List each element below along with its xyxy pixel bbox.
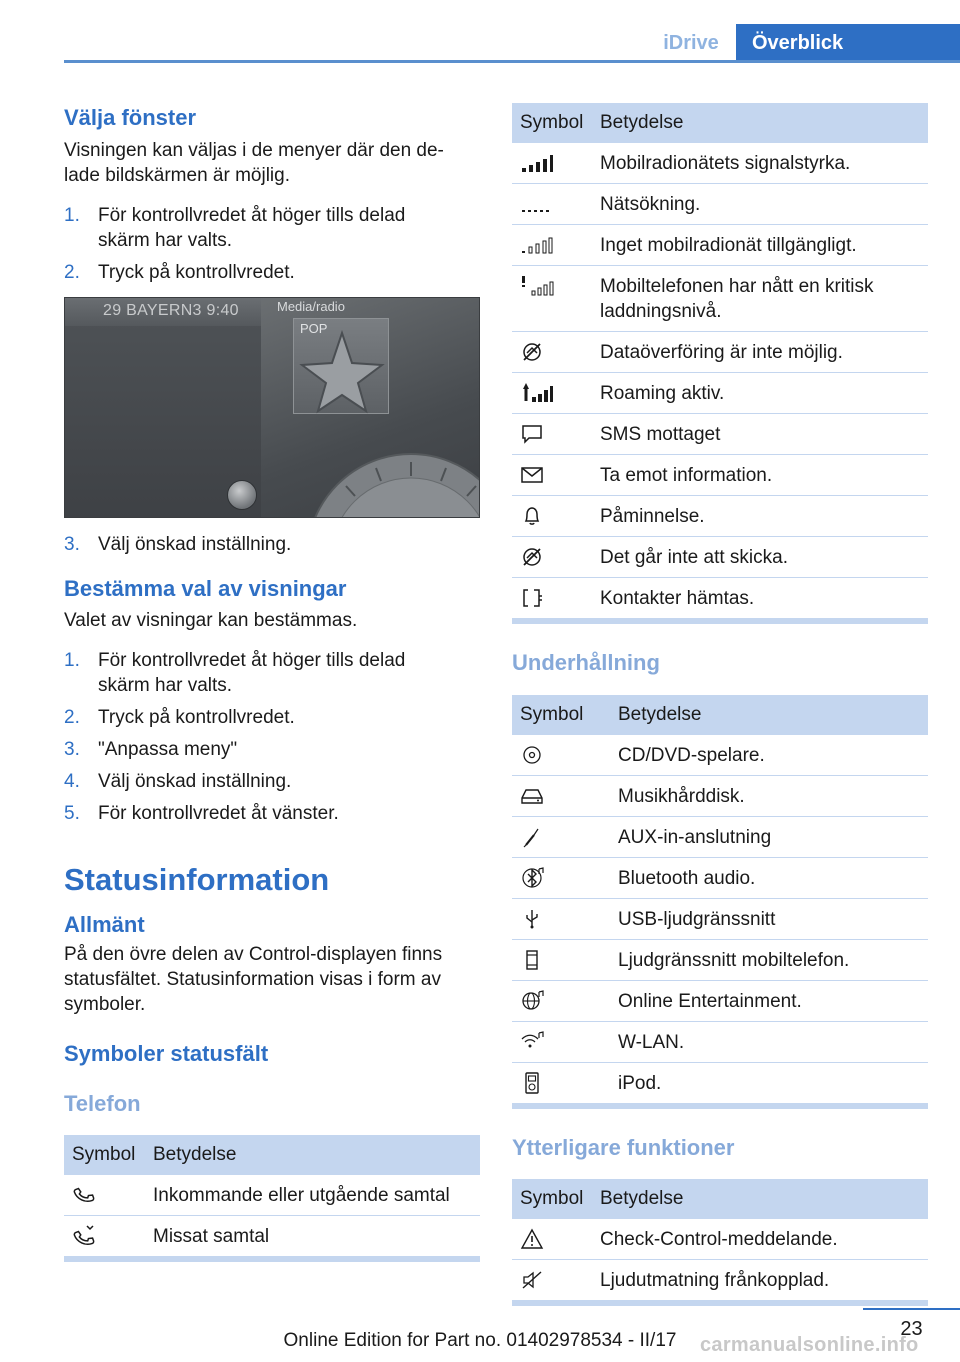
table-header-symbol: Symbol <box>512 1179 592 1219</box>
star-icon <box>294 319 390 415</box>
table-footer-bar <box>512 1301 928 1306</box>
table-row <box>512 817 928 858</box>
row-text: Inkommande eller utgående samtal <box>145 1175 480 1216</box>
row-text: Det går inte att skicka. <box>592 537 928 578</box>
table-row <box>512 858 928 899</box>
row-text: SMS mottaget <box>592 414 928 455</box>
select-window-step-3 <box>64 532 480 557</box>
section-title-select-window: Välja fönster <box>64 105 197 130</box>
album-art <box>293 318 389 414</box>
table-row <box>512 496 928 537</box>
table-footer-bar <box>512 1104 928 1109</box>
speaker-off-icon <box>520 1268 544 1292</box>
edition-footer: Online Edition for Part no. 01402978534 - II/17 <box>283 1330 677 1351</box>
table-row <box>512 735 928 776</box>
table-row <box>512 184 928 225</box>
list-item: 3. "Anpassa meny" <box>64 739 238 760</box>
table-header-symbol: Symbol <box>512 103 592 143</box>
row-text: Påminnelse. <box>592 496 928 537</box>
subsection-title-more-functions: Ytterligare funktioner <box>512 1135 735 1160</box>
phone-status-table <box>512 103 928 619</box>
header-rule <box>64 60 960 63</box>
row-text: Kontakter hämtas. <box>592 578 928 619</box>
select-window-steps <box>64 203 480 285</box>
subsection-title-entertainment: Underhållning <box>512 650 660 675</box>
list-item: 4. Välj önskad inställning. <box>64 771 292 792</box>
warning-triangle-icon <box>520 1227 544 1251</box>
row-text: Bluetooth audio. <box>610 858 928 899</box>
table-row <box>512 373 928 414</box>
row-text: Nätsökning. <box>592 184 928 225</box>
bell-icon <box>520 504 544 528</box>
contacts-loading-icon <box>520 586 544 610</box>
general-text: På den övre delen av Control-displayen finns statusfältet. Statusinformation visas i form av symboler. <box>64 944 443 1015</box>
row-text: Ta emot information. <box>592 455 928 496</box>
table-row <box>512 455 928 496</box>
controller-knob <box>227 480 257 510</box>
network-search-icon <box>520 192 554 216</box>
right-column <box>512 103 928 1306</box>
online-entertainment-icon <box>520 989 544 1013</box>
table-row <box>512 1022 928 1063</box>
table-row <box>512 940 928 981</box>
table-row <box>512 776 928 817</box>
table-row <box>64 1175 480 1216</box>
more-functions-table <box>512 1179 928 1301</box>
define-views-steps <box>64 648 480 826</box>
table-row <box>64 1216 480 1257</box>
phone-calls-table <box>64 1135 480 1257</box>
header-tab-overview[interactable]: Överblick <box>736 24 960 62</box>
list-item: 2. Tryck på kontrollvredet. <box>64 262 295 283</box>
roaming-icon <box>520 381 554 405</box>
chapter-title-status: Statusinformation <box>64 862 330 897</box>
row-text: Mobiltelefonen har nått en kritisk laddningsnivå. <box>592 266 928 332</box>
media-radio-label: Media/radio <box>277 299 345 314</box>
table-header-meaning: Betydelse <box>592 103 928 143</box>
cd-icon <box>520 743 544 767</box>
row-text: Online Entertainment. <box>610 981 928 1022</box>
row-text: W-LAN. <box>610 1022 928 1063</box>
entertainment-table <box>512 695 928 1104</box>
table-row <box>512 414 928 455</box>
row-text: Check-Control-meddelande. <box>592 1219 928 1260</box>
select-window-text: Visningen kan väljas i de menyer där den de-lade bildskärmen är möjlig. <box>64 140 444 186</box>
table-row <box>512 981 928 1022</box>
row-text: Ljudutmatning frånkopplad. <box>592 1260 928 1301</box>
table-footer-bar <box>64 1257 480 1262</box>
hard-disk-icon <box>520 784 544 808</box>
watermark: carmanualsonline.info <box>700 1334 919 1356</box>
genre-label: POP <box>300 321 328 336</box>
row-text: AUX-in-anslutning <box>610 817 928 858</box>
bluetooth-audio-icon <box>520 866 544 890</box>
left-column <box>64 100 480 1262</box>
table-row <box>512 537 928 578</box>
row-text: Missat samtal <box>145 1216 480 1257</box>
ipod-icon <box>520 1071 544 1095</box>
table-header-symbol: Symbol <box>512 695 610 735</box>
table-row <box>512 899 928 940</box>
sms-icon <box>520 422 544 446</box>
wlan-icon <box>520 1030 544 1054</box>
list-item: 3. Välj önskad inställning. <box>64 534 292 555</box>
table-row <box>512 1063 928 1104</box>
subsection-title-phone: Telefon <box>64 1091 141 1116</box>
usb-icon <box>520 907 544 931</box>
define-views-text: Valet av visningar kan bestämmas. <box>64 610 358 631</box>
row-text: USB-ljudgränssnitt <box>610 899 928 940</box>
dial-graphic <box>281 448 480 518</box>
table-row <box>512 1219 928 1260</box>
mobile-phone-icon <box>520 948 544 972</box>
table-row <box>512 578 928 619</box>
table-row <box>512 266 928 332</box>
list-item: 2. Tryck på kontrollvredet. <box>64 707 295 728</box>
table-header-meaning: Betydelse <box>610 695 928 735</box>
table-row <box>512 143 928 184</box>
list-item: 1. För kontrollvredet åt höger tills delad skärm har valts. <box>64 650 406 696</box>
table-header-symbol: Symbol <box>64 1135 145 1175</box>
send-failed-icon <box>520 545 544 569</box>
signal-strength-icon <box>520 151 554 175</box>
list-item: 5. För kontrollvredet åt vänster. <box>64 803 339 824</box>
header-tab-idrive[interactable]: iDrive <box>663 31 719 54</box>
row-text: Ljudgränssnitt mobiltelefon. <box>610 940 928 981</box>
table-header-meaning: Betydelse <box>592 1179 928 1219</box>
table-footer-bar <box>512 619 928 624</box>
missed-call-icon <box>72 1224 96 1248</box>
row-text: Musikhårddisk. <box>610 776 928 817</box>
envelope-icon <box>520 463 544 487</box>
no-network-icon <box>520 233 554 257</box>
page-number: 23 <box>863 1308 960 1350</box>
row-text: CD/DVD-spelare. <box>610 735 928 776</box>
list-item: 1. För kontrollvredet åt höger tills delad skärm har valts. <box>64 205 406 251</box>
table-header-meaning: Betydelse <box>145 1135 480 1175</box>
row-text: Roaming aktiv. <box>592 373 928 414</box>
aux-plug-icon <box>520 825 544 849</box>
section-title-status-symbols: Symboler statusfält <box>64 1041 269 1066</box>
row-text: Inget mobilradionät tillgängligt. <box>592 225 928 266</box>
control-display-screenshot <box>64 297 480 518</box>
row-text: Mobilradionätets signalstyrka. <box>592 143 928 184</box>
row-text: iPod. <box>610 1063 928 1104</box>
table-row <box>512 332 928 373</box>
row-text: Dataöverföring är inte möjlig. <box>592 332 928 373</box>
table-row <box>512 1260 928 1301</box>
phone-call-icon <box>72 1183 96 1207</box>
battery-critical-icon <box>520 274 554 298</box>
section-title-general: Allmänt <box>64 912 145 937</box>
station-info: 29 BAYERN3 9:40 <box>103 302 239 319</box>
section-title-define-views: Bestämma val av visningar <box>64 576 347 601</box>
no-data-transfer-icon <box>520 340 544 364</box>
table-row <box>512 225 928 266</box>
